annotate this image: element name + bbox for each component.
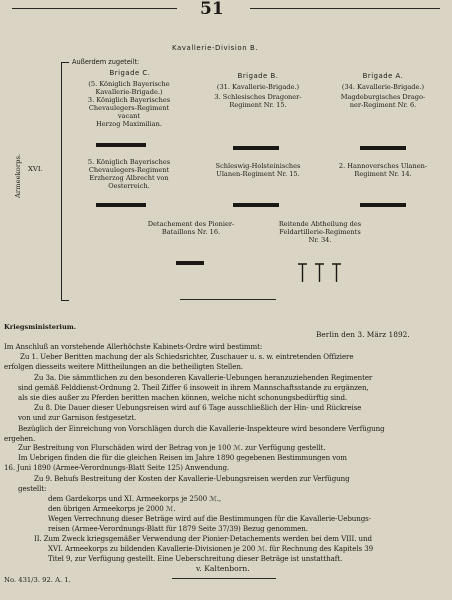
body-line: sind gemäß Felddienst-Ordnung 2. Theil Ziffer 6 insoweit in ihrem Mannschaftsstande zu ergänzen, [18, 383, 369, 392]
body-line: erfolgen diesseits weitere Mittheilungen an die betheiligten Stellen. [4, 362, 243, 371]
brigade-a-unit2-line: Regiment Nr. 14. [354, 170, 412, 178]
signature: v. Kaltenborn. [196, 564, 250, 573]
body-line: reisen (Armee-Verordnungs-Blatt für 1879 Seite 37/39) Bezug genommen. [48, 524, 308, 533]
body-line: gestellt: [18, 484, 47, 493]
side-label-number: XVI. [28, 165, 43, 173]
body-line: dem Gardekorps und XI. Armeekorps je 2500 ℳ., [48, 494, 222, 503]
body-line: Bezüglich der Einreichung von Vorschlägen durch die Kavallerie-Inspekteure wird besondere Verfügung [18, 424, 385, 433]
brigade-b-title: Brigade B. [237, 72, 279, 80]
artillery-line: Feldartillerie-Regiments [279, 228, 361, 236]
brigade-a-unit1-line: Magdeburgisches Drago- [340, 93, 426, 101]
body-line: Wegen Verrechnung dieser Beträge wird auf die Bestimmungen für die Kavallerie-Uebungs- [48, 514, 372, 523]
brigade-b-unit2 [196, 162, 320, 178]
brigade-c-unit1-line: (5. Königlich Bayerische [88, 80, 170, 88]
body-line: Zu 3a. Die sämmtlichen zu den besonderen Kavallerie-Uebungen heranzuziehenden Regimenter [34, 373, 373, 382]
body-line: Zu 9. Behufs Bestreitung der Kosten der Kavallerie-Uebungsreisen werden zur Verfügung [34, 474, 350, 483]
body-line: Titel 9, zur Verfügung gestellt. Eine Ueberschreitung dieser Beträge ist unstatthaft. [48, 554, 343, 563]
body-line: II. Zum Zweck kriegsgemäßer Verwendung der Pionier-Detachements werden bei dem VIII. und [34, 534, 372, 543]
signature-rule [172, 578, 276, 579]
ausserdem-label: Außerdem zugeteilt: [72, 58, 140, 66]
pioneer-line: Bataillons Nr. 16. [161, 228, 221, 236]
body-line: XVI. Armeekorps zu bildenden Kavallerie-Divisionen je 200 ℳ. für Rechnung des Kapitels 39 [48, 544, 374, 553]
page-number: 51 [200, 0, 224, 19]
brigade-a-unit1-line: (34. Kavallerie-Brigade.) [341, 83, 425, 91]
division-title: Kavallerie-Division B. [172, 44, 259, 52]
body-line: von und zur Garnison festgesetzt. [18, 413, 137, 422]
header-rule-left [12, 8, 177, 9]
pioneer-detachment [125, 220, 257, 236]
artillery-line: Reitende Abtheilung des [278, 220, 362, 228]
header-rule-right [250, 8, 440, 9]
brigade-c-unit2-line: Chevaulegers-Regiment [88, 166, 170, 174]
tree-top-branch [61, 62, 69, 63]
body-line: Zur Bestreitung von Flurschäden wird der Betrag von je 100 ℳ. zur Verfügung gestellt. [18, 443, 326, 452]
brigade-c-unit2 [68, 158, 190, 190]
brigade-a-unit2 [324, 162, 442, 178]
tree-vertical-main [61, 62, 62, 300]
brigade-c-unit1 [68, 80, 190, 128]
brigade-b-unit1-line: Regiment Nr. 15. [229, 101, 287, 109]
artillery-line: Nr. 34. [308, 236, 332, 244]
brigade-b-unit2-line: Ulanen-Regiment Nr. 15. [216, 170, 300, 178]
brigade-c-unit2-line: Oesterreich. [108, 182, 150, 190]
brigade-c-unit2-line: 5. Königlich Bayerisches [87, 158, 171, 166]
brigade-b-unit1-line: 3. Schlesisches Dragoner- [214, 93, 302, 101]
brigade-b-bar-1 [233, 146, 279, 150]
brigade-c-title: Brigade C. [109, 69, 151, 77]
tree-pioneer-branch [61, 300, 69, 301]
brigade-c-unit1-line: 3. Königlich Bayerisches [87, 96, 171, 104]
side-label-corps: Armeekorps. [14, 153, 22, 198]
brigade-c-unit1-line: vacant [117, 112, 141, 120]
body-line: als sie dies außer zu Pferden beritten machen können, welche nicht schonungsbedürftig sind. [18, 393, 348, 402]
brigade-a-bar-1 [360, 146, 406, 150]
section-divider [180, 299, 276, 300]
brigade-a-unit1 [324, 83, 442, 109]
brigade-b-unit2-line: Schleswig-Holsteinisches [215, 162, 301, 170]
brigade-c-unit2-line: Erzherzog Albrecht von [89, 174, 169, 182]
brigade-a-title: Brigade A. [362, 72, 404, 80]
body-line: 16. Juni 1890 (Armee-Verordnungs-Blatt Seite 125) Anwendung. [4, 463, 230, 472]
body-line: den übrigen Armeekorps je 2000 ℳ. [48, 504, 176, 513]
brigade-c-bar-2 [96, 203, 146, 207]
body-line: Im Uebrigen finden die für die gleichen Reisen im Jahre 1890 gegebenen Bestimmungen vom [18, 453, 347, 462]
body-line: Zu 1. Ueber Beritten machung der als Schiedsrichter, Zuschauer u. s. w. eintretenden Offiziere [20, 352, 354, 361]
brigade-c-unit1-line: Herzog Maximilian. [96, 120, 162, 128]
brigade-b-unit1 [196, 83, 320, 109]
artillery-symbols [296, 262, 346, 284]
artillery-section [258, 220, 382, 244]
footer-reference: No. 431/3. 92. A. 1. [4, 576, 71, 584]
brigade-a-bar-2 [360, 203, 406, 207]
pioneer-bar [176, 261, 204, 265]
brigade-c-bar-1 [96, 143, 146, 147]
date-line: Berlin den 3. März 1892. [316, 330, 410, 339]
brigade-c-unit1-line: Chevaulegers-Regiment [88, 104, 170, 112]
brigade-c-unit1-line: Kavallerie-Brigade.) [95, 88, 163, 96]
brigade-a-unit1-line: ner-Regiment Nr. 6. [349, 101, 417, 109]
brigade-b-unit1-line: (31. Kavallerie-Brigade.) [216, 83, 300, 91]
body-line: Zu 8. Die Dauer dieser Uebungsreisen wird auf 6 Tage ausschließlich der Hin- und Rückreise [34, 403, 362, 412]
brigade-b-bar-2 [233, 203, 279, 207]
body-line: Im Anschluß an vorstehende Allerhöchste Kabinets-Ordre wird bestimmt: [4, 342, 263, 351]
ministry-label: Kriegsministerium. [4, 323, 77, 331]
brigade-a-unit2-line: 2. Hannoversches Ulanen- [338, 162, 428, 170]
pioneer-line: Detachement des Pionier- [147, 220, 235, 228]
body-line: ergehen. [4, 434, 36, 443]
